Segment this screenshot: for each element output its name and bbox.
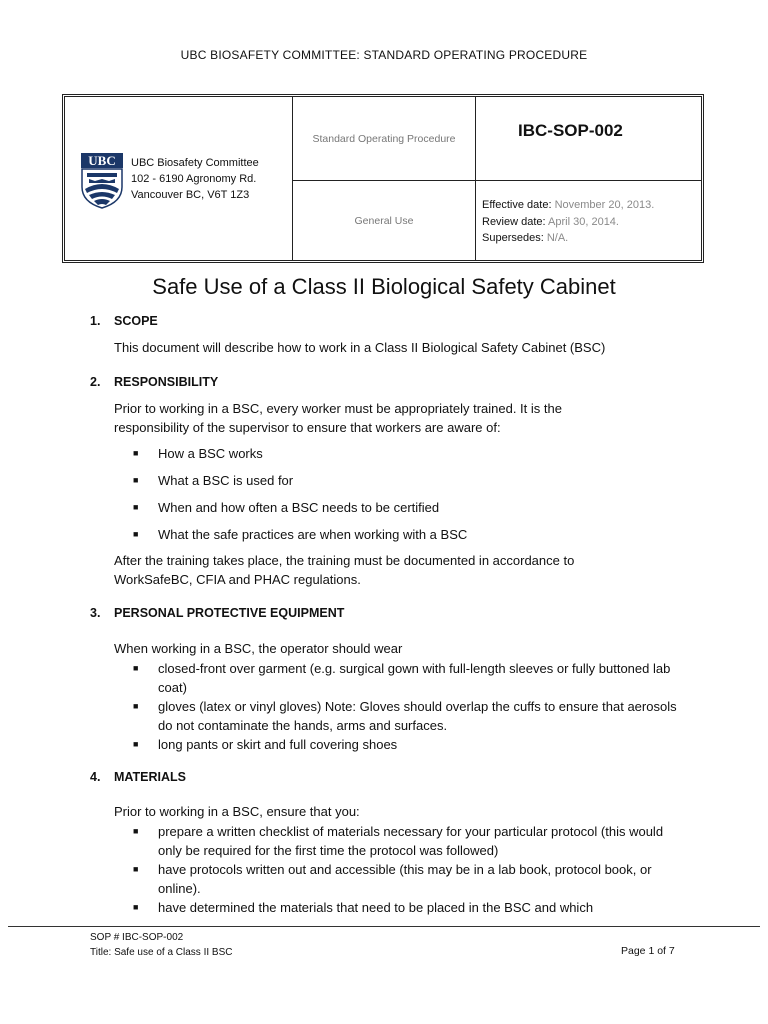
section-4-heading [90,770,186,784]
section-1-heading [90,314,158,328]
list-item: ■ What the safe practices are when working with a BSC [133,527,468,542]
running-header: UBC BIOSAFETY COMMITTEE: STANDARD OPERATING PROCEDURE [180,48,588,62]
effective-label: Effective date: [482,199,552,211]
section-title: SCOPE [114,314,158,328]
org-city: Vancouver BC, V6T 1Z3 [131,189,250,201]
doc-use: General Use [354,214,414,227]
list-item: ■ have determined the materials that need to be placed in the BSC and which [133,900,594,915]
list-item: ■ What a BSC is used for [133,473,294,488]
org-street: 102 - 6190 Agronomy Rd. [131,173,257,185]
list-item: ■ gloves (latex or vinyl gloves) Note: Gloves should overlap the cuffs to ensure that aerosols do not contaminate the hands, arms and surfaces. [133,699,677,733]
section-1-paragraph: This document will describe how to work in a Class II Biological Safety Cabinet (BSC) [114,340,606,355]
ubc-logo-text: UBC [88,153,116,168]
org-cell [65,97,293,260]
supersedes-value: N/A. [546,232,569,244]
supersedes-label: Supersedes: [482,232,544,244]
doc-type: Standard Operating Procedure [312,132,456,145]
bullet-icon: ■ [133,475,139,485]
bullet-icon: ■ [133,826,139,836]
section-title: PERSONAL PROTECTIVE EQUIPMENT [114,606,345,620]
review-label: Review date: [482,215,546,228]
bullet-icon: ■ [133,701,139,711]
doc-type-cell [293,97,476,181]
page-number: Page 1 of 7 [621,945,675,957]
footer-left [90,930,232,960]
dates-cell [476,181,701,260]
bullet-icon: ■ [133,448,139,458]
section-number: 2. [90,375,101,389]
list-item: ■ prepare a written checklist of materials necessary for your particular protocol (this would only be required for the first time the protocol was followed) [133,824,664,858]
section-2-paragraph: Prior to working in a BSC, every worker must be appropriately trained. It is the responsibility of the supervisor to ensure that workers are aware of: [114,401,562,435]
section-number: 3. [90,606,101,620]
document-title: Safe Use of a Class II Biological Safety Cabinet [152,274,616,299]
section-2-heading [90,375,218,389]
bullet-icon: ■ [133,529,139,539]
section-3-heading [90,606,344,620]
bullet-icon: ■ [133,902,139,912]
sop-id-cell [476,97,701,181]
bullet-icon: ■ [133,864,139,874]
list-item: ■ long pants or skirt and full covering shoes [133,737,398,752]
bullet-icon: ■ [133,739,139,749]
list-item: ■ closed-front over garment (e.g. surgical gown with full-length sleeves or fully buttoned lab coat) [133,661,671,695]
section-number: 4. [90,770,101,784]
footer-doc-title: Title: Safe use of a Class II BSC [90,947,233,958]
ubc-crest-icon [81,153,123,209]
section-4-paragraph: Prior to working in a BSC, ensure that you: [114,804,360,819]
bullet-icon: ■ [133,502,139,512]
section-title: MATERIALS [114,770,186,784]
footer-sop-number: SOP # IBC-SOP-002 [90,932,184,943]
bullet-icon: ■ [133,663,139,673]
section-number: 1. [90,314,101,328]
list-item: ■ How a BSC works [133,446,263,461]
effective-date: November 20, 2013. [554,199,655,211]
org-address [131,155,259,203]
review-date: April 30, 2014. [548,215,619,228]
section-2-after-paragraph: After the training takes place, the training must be documented in accordance to WorkSafeBC, CFIA and PHAC regulations. [114,553,575,587]
list-item: ■ have protocols written out and accessible (this may be in a lab book, protocol book, or online). [133,862,652,896]
section-title: RESPONSIBILITY [114,375,219,389]
list-item: ■ When and how often a BSC needs to be certified [133,500,440,515]
document-header-table [62,94,704,263]
footer-divider [8,926,760,927]
org-name: UBC Biosafety Committee [131,157,259,169]
dates-block [482,197,654,247]
use-cell [293,181,476,260]
sop-id: IBC-SOP-002 [518,121,623,140]
section-3-paragraph: When working in a BSC, the operator should wear [114,641,403,656]
